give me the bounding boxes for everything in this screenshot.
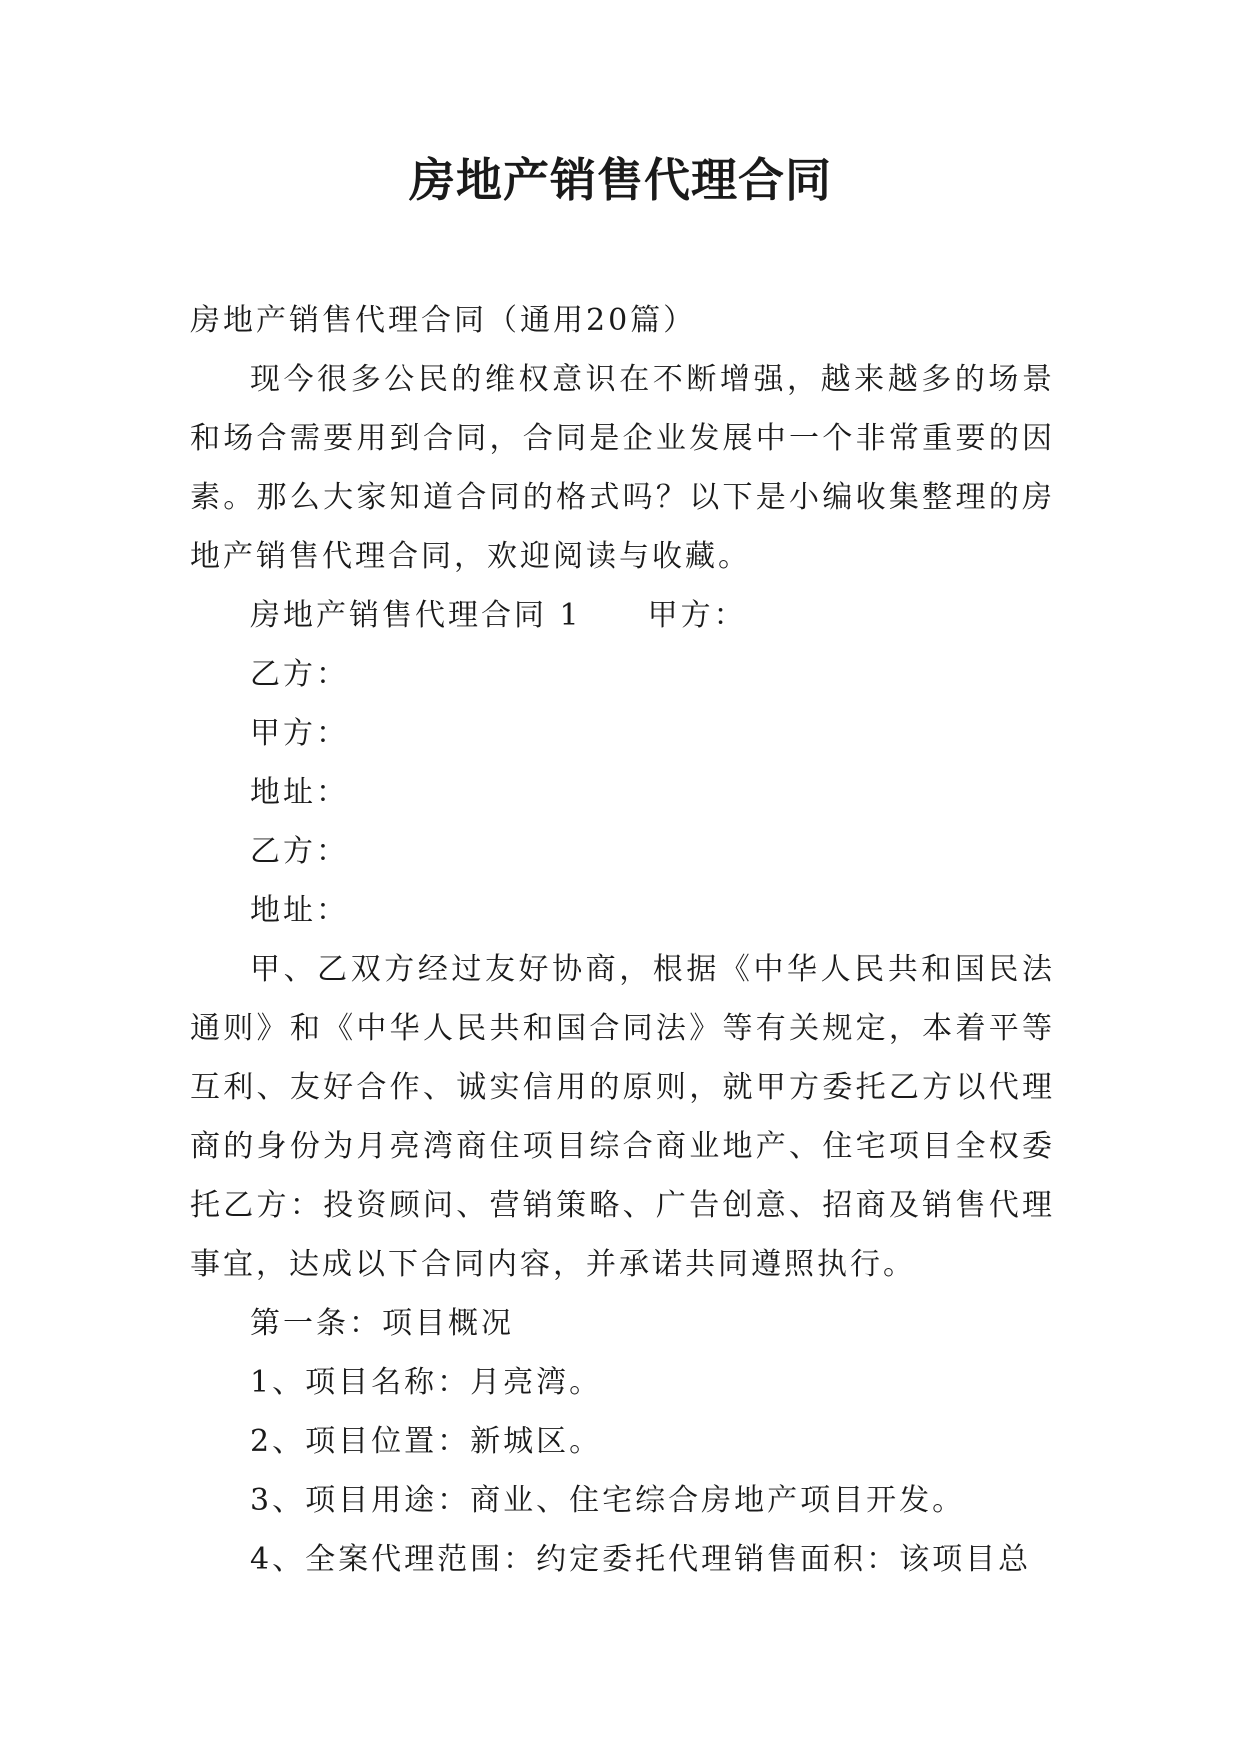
party-line: 地址： (250, 775, 349, 810)
document-title: 房地产销售代理合同 (409, 153, 832, 207)
contract-1-heading-line (190, 586, 1055, 645)
article-1-item: 1、项目名称：月亮湾。 (250, 1365, 603, 1400)
party-line: 乙方： (250, 657, 349, 692)
party-line: 甲方： (250, 716, 349, 751)
article-1-heading: 第一条：项目概况 (250, 1306, 514, 1341)
article-1-item: 4、全案代理范围：约定委托代理销售面积：该项目总 (250, 1542, 1032, 1577)
article-1-item: 3、项目用途：商业、住宅综合房地产项目开发。 (250, 1483, 966, 1518)
article-1-item: 2、项目位置：新城区。 (250, 1424, 603, 1459)
party-line: 地址： (250, 893, 349, 928)
intro-paragraph: 现今很多公民的维权意识在不断增强，越来越多的场景和场合需要用到合同，合同是企业发展中一个非常重要的因素。那么大家知道合同的格式吗？以下是小编收集整理的房地产销售代理合同，欢迎阅读与收藏。 (190, 362, 1055, 574)
contract-1-party-a-label: 甲方： (647, 598, 747, 633)
party-line: 乙方： (250, 834, 349, 869)
contract-1-heading: 房地产销售代理合同 1 (250, 598, 582, 633)
preamble-paragraph: 甲、乙双方经过友好协商，根据《中华人民共和国民法通则》和《中华人民共和国合同法》等有关规定，本着平等互利、友好合作、诚实信用的原则，就甲方委托乙方以代理商的身份为月亮湾商住项目综合商业地产、住宅项目全权委托乙方：投资顾问、营销策略、广告创意、招商及销售代理事宜，达成以下合同内容，并承诺共同遵照执行。 (190, 952, 1055, 1282)
document-body (190, 291, 1055, 1589)
document-subtitle: 房地产销售代理合同（通用20篇） (190, 303, 697, 338)
